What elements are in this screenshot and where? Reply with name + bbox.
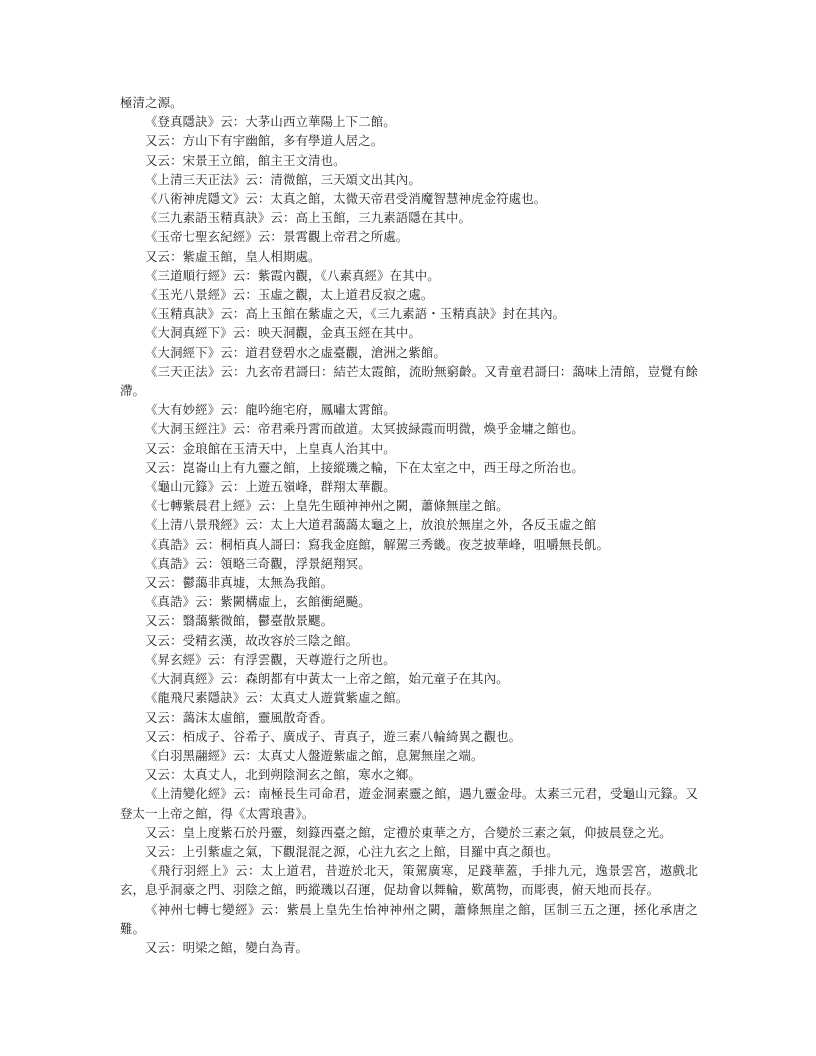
paragraph: 《大有妙經》云：龍吟絁宅府，鳳嘯太霄館。	[145, 402, 396, 418]
paragraph: 又云：明梁之館，變白為青。	[145, 939, 309, 955]
paragraph: 極清之源。	[120, 95, 183, 110]
paragraph: 《上清變化經》云：南極長生司命君，遊金洞素靈之館，遇九靈金母。太素三元君，受龜山元籙。又登太一上帝之館，得《太霄琅書》。	[120, 786, 698, 821]
paragraph: 《大洞真經》云：森朗都有中黃太一上帝之館，始元童子在其內。	[145, 671, 509, 687]
paragraph: 《真誥》云：領略三奇觀，浮景絕翔冥。	[145, 555, 371, 571]
paragraph: 《真誥》云：紫闕構虛上，玄館衝絕飈。	[145, 594, 371, 610]
paragraph: 又云：翳藹紫微館，鬱臺散景颸。	[145, 613, 334, 629]
paragraph: 《真誥》云：桐栢真人謌曰：寫我金庭館，解駕三秀畿。夜芝披華峰，咀嚼無長飢。	[145, 536, 610, 552]
paragraph: 《飛行羽經上》云：太上道君，昔遊於北天，策駕廣寒，足踐華蓋，手排九元，逸景雲宮，遨戲北玄，息乎洞豪之門、羽陰之館，眄縱璣以召運，促劫會以舞輪，歎萬物，而彫喪，俯天地而長存。	[120, 863, 698, 898]
paragraph: 《七轉紫晨君上經》云：上皇先生頤神神州之闕，蕭條無崖之館。	[145, 498, 509, 514]
paragraph: 《大洞真經下》云：映天洞觀，金真玉經在其中。	[145, 325, 421, 341]
paragraph: 又云：鬱藹非真墟，太無為我館。	[145, 575, 334, 591]
paragraph: 又云：栢成子、谷希子、廣成子、青真子，遊三素八輪綺異之觀也。	[145, 728, 522, 744]
paragraph: 《三天正法》云：九玄帝君謌曰：結芒太霞館，流盼無窮齡。又青童君謌曰：藹味上清館，豈覺有餘滯。	[120, 363, 698, 399]
paragraph: 又云：宋景王立館，館主王文清也。	[145, 152, 346, 168]
paragraph: 又云：皇上度紫石於丹靈，刻籙西臺之館，定禮於東華之方，合變於三素之氣，仰披晨登之光。	[145, 824, 672, 840]
paragraph: 又云：藹沫太虛館，靈風散奇香。	[145, 709, 334, 725]
paragraph: 《大洞經下》云：道君登碧水之虛臺觀，滄洲之紫館。	[145, 344, 446, 360]
paragraph: 《玉精真訣》云：高上玉館在紫虛之天，《三九素語・玉精真訣》封在其內。	[145, 306, 566, 322]
paragraph: 《上清三天正法》云：清微館，三天頌文出其內。	[145, 171, 421, 187]
paragraph: 又云：太真丈人，北到朔陰洞玄之館，寒水之鄉。	[145, 767, 421, 783]
paragraph: 又云：方山下有宇幽館，多有學道人居之。	[145, 133, 384, 149]
paragraph: 《上清八景飛經》云：太上大道君藹藹太龜之上，放浪於無崖之外，各反玉虛之館	[145, 517, 597, 533]
paragraph: 《神州七轉七變經》云：紫晨上皇先生怡神神州之闕，蕭條無崖之館，匡制三五之運，拯化承唐之難。	[120, 901, 698, 936]
paragraph: 《白羽黑翮經》云：太真丈人盤遊紫虛之館，息駕無崖之端。	[145, 747, 484, 763]
paragraph: 又云：金琅館在玉清天中，上皇真人治其中。	[145, 440, 396, 456]
paragraph: 《八術神虎隱文》云：太真之館，太微天帝君受消魔智慧神虎金符處也。	[145, 191, 547, 207]
paragraph: 《昇玄經》云：有浮雲觀，天尊遊行之所也。	[145, 651, 396, 667]
text-body	[120, 93, 698, 957]
paragraph: 《龍飛尺素隱訣》云：太真丈人遊賞紫虛之館。	[145, 690, 409, 706]
paragraph: 《龜山元籙》云：上遊五嶺峰，群翔太華觀。	[145, 479, 396, 495]
paragraph: 《玉光八景經》云：玉虛之觀，太上道君反寂之處。	[145, 287, 434, 303]
paragraph: 《玉帝七聖玄紀經》云：景霄觀上帝君之所處。	[145, 229, 409, 245]
paragraph: 又云：受精玄漢，故改容於三陰之館。	[145, 632, 359, 648]
paragraph: 《大洞玉經注》云：帝君乘丹霄而啟道。太冥披緑霞而明微，煥乎金墉之館也。	[145, 421, 584, 437]
paragraph: 又云：紫虛玉館，皇人相期處。	[145, 248, 321, 264]
paragraph: 《登真隱訣》云：大茅山西立華陽上下二館。	[145, 114, 396, 130]
paragraph: 又云：上引紫虛之氣，下觀混混之源，心注九玄之上館，目羅中真之顏也。	[145, 843, 559, 859]
paragraph: 又云：崑崙山上有九靈之館，上接縱璣之輪，下在太室之中，西王母之所治也。	[145, 459, 584, 475]
paragraph: 《三道順行經》云：紫霞內觀，《八素真經》在其中。	[145, 267, 440, 283]
paragraph: 《三九素語玉精真訣》云：高上玉館，三九素語隱在其中。	[145, 210, 472, 226]
